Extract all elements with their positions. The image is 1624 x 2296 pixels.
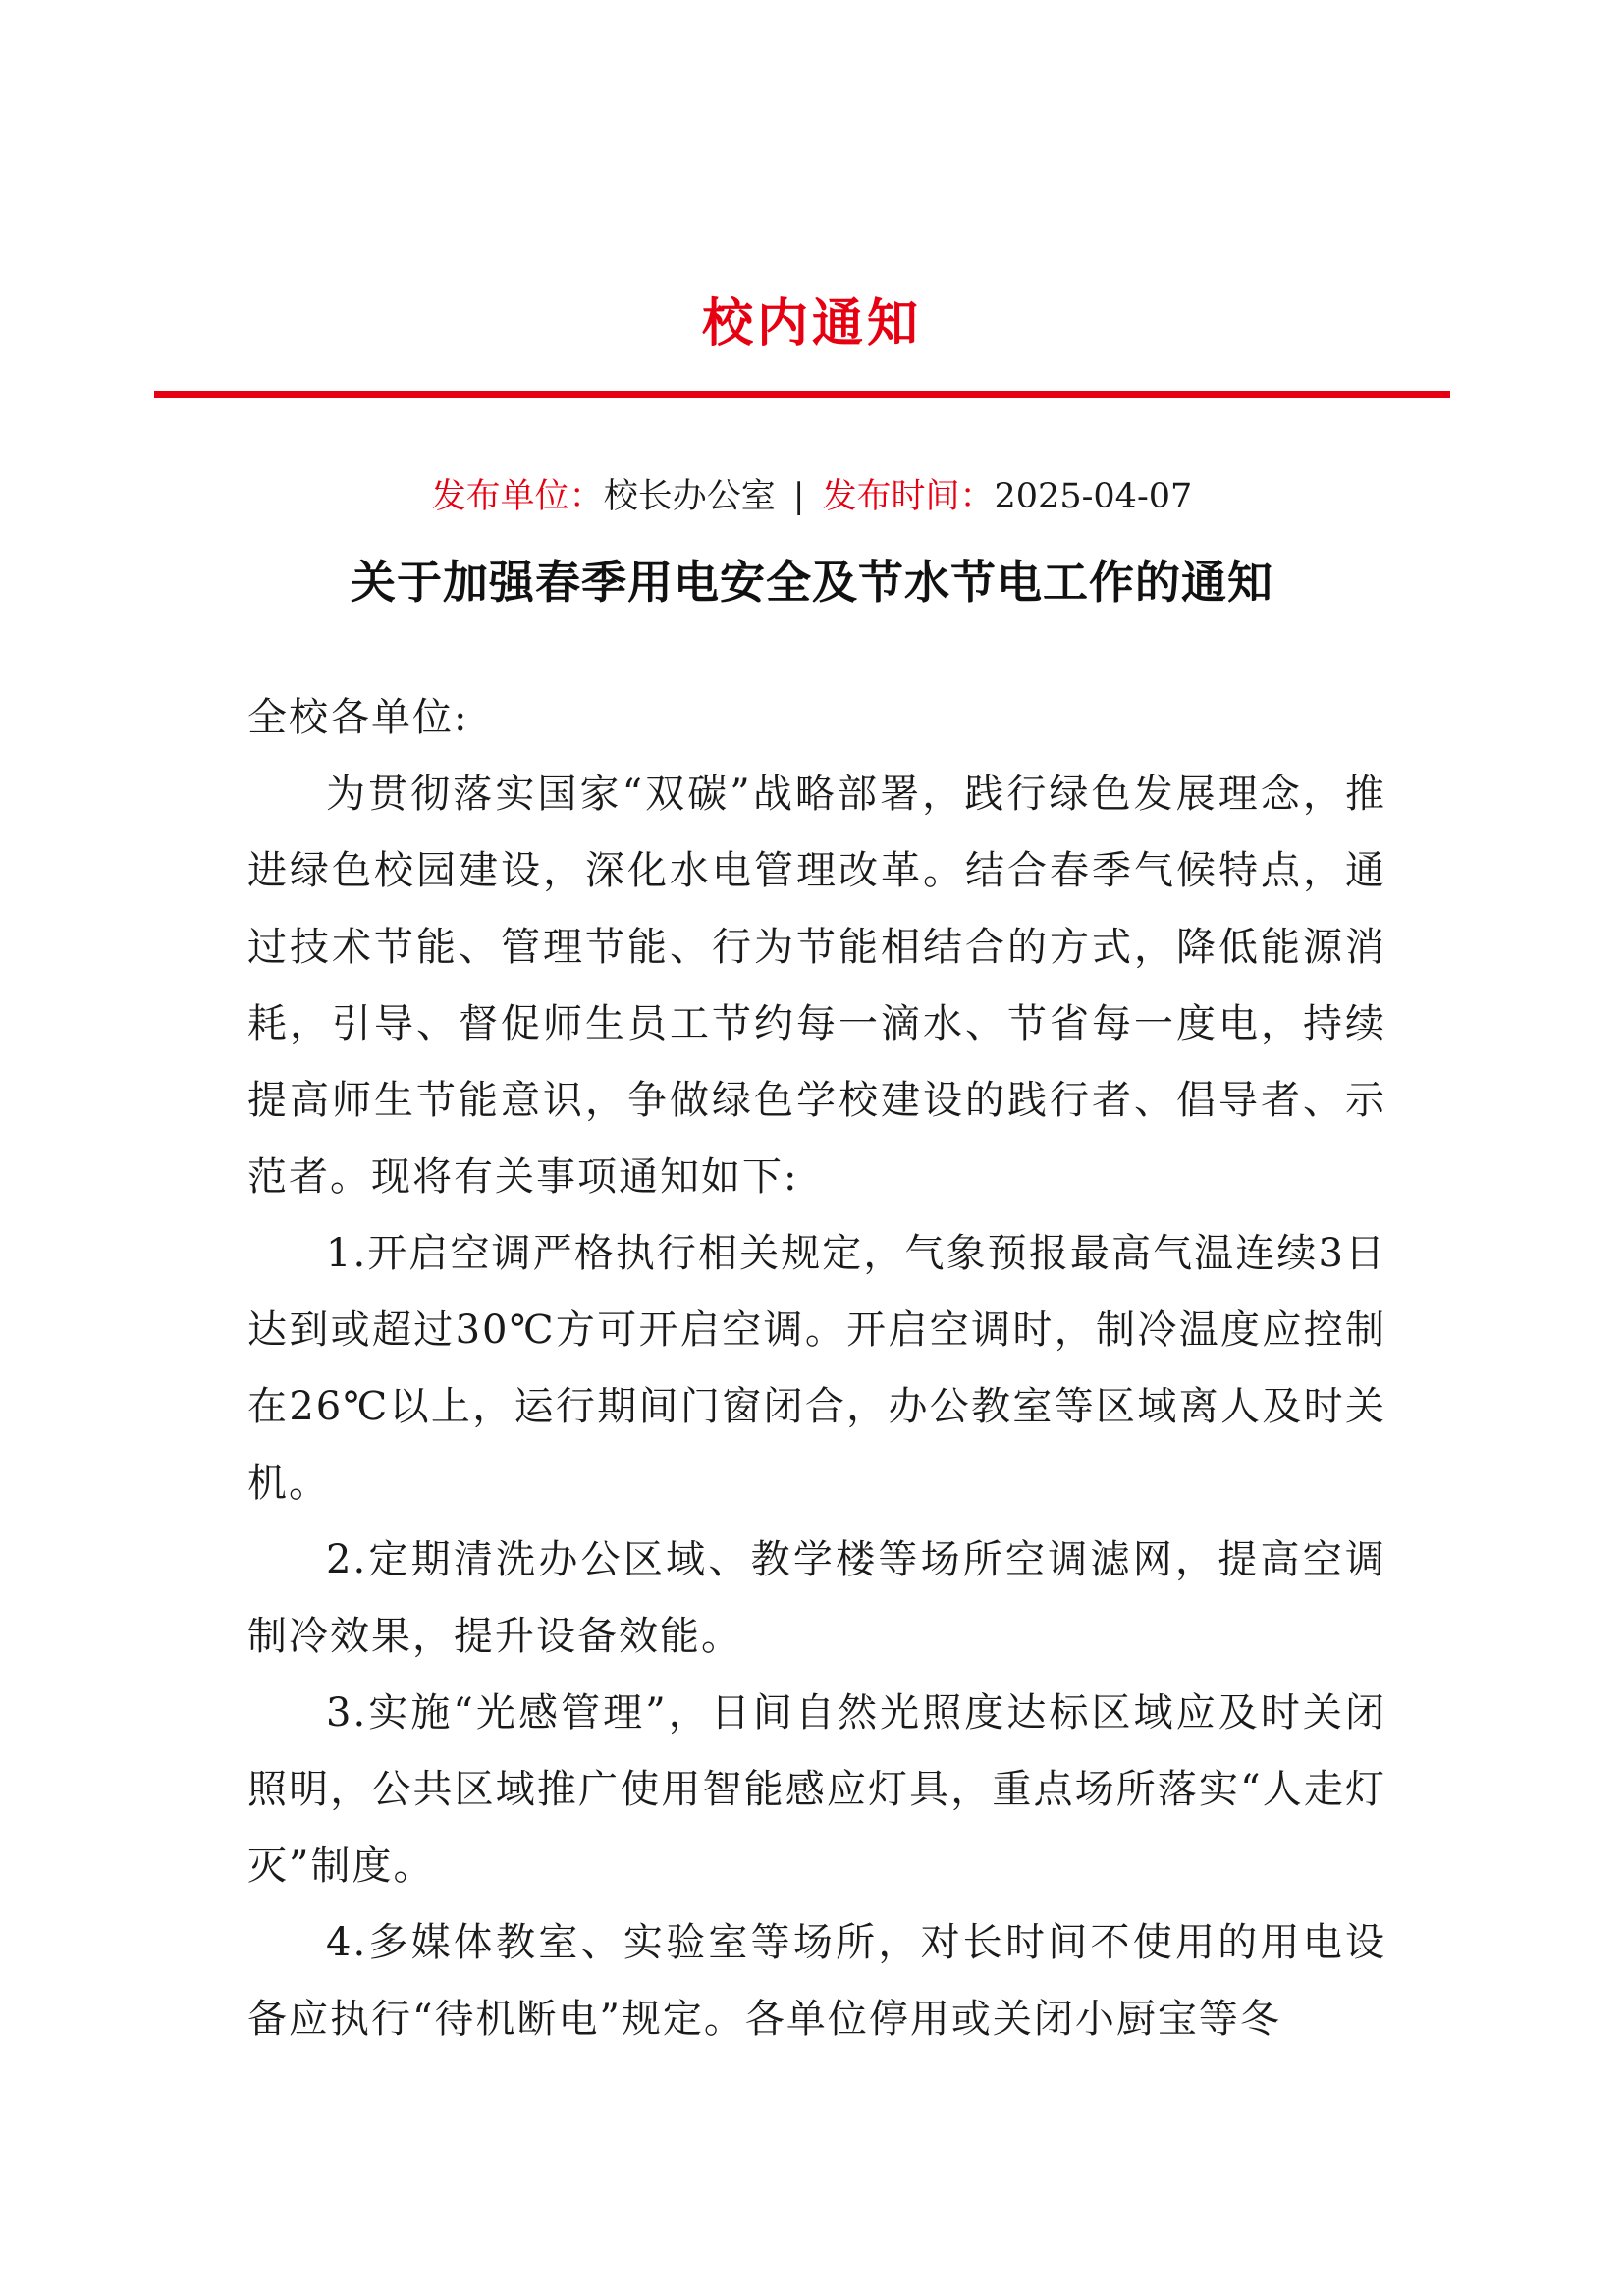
item-paragraph-1: 1.开启空调严格执行相关规定，气象预报最高气温连续3日达到或超过30℃方可开启空调。开启空调时，制冷温度应控制在26℃以上，运行期间门窗闭合，办公教室等区域离人及时关机。: [247, 1231, 1386, 1506]
publish-meta: [0, 469, 1624, 524]
item-paragraph-3: 3.实施“光感管理”，日间自然光照度达标区域应及时关闭照明，公共区域推广使用智能感应灯具，重点场所落实“人走灯灭”制度。: [247, 1690, 1386, 1889]
meta-separator: |: [792, 477, 805, 516]
item-paragraph-4: 4.多媒体教室、实验室等场所，对长时间不使用的用电设备应执行“待机断电”规定。各单位停用或关闭小厨宝等冬: [247, 1920, 1386, 2042]
red-divider-rule: [154, 391, 1450, 398]
document-title: 关于加强春季用电安全及节水节电工作的通知: [351, 556, 1273, 609]
date-label: 发布时间：: [822, 477, 995, 516]
document-body: [247, 679, 1386, 2057]
publisher-value: 校长办公室: [603, 477, 776, 516]
publisher-label: 发布单位：: [431, 477, 604, 516]
salutation: 全校各单位:: [247, 695, 469, 740]
intro-paragraph: 为贯彻落实国家“双碳”战略部署，践行绿色发展理念，推进绿色校园建设，深化水电管理改革。结合春季气候特点，通过技术节能、管理节能、行为节能相结合的方式，降低能源消耗，引导、督促师生员工节约每一滴水、节省每一度电，持续提高师生节能意识，争做绿色学校建设的践行者、倡导者、示范者。现将有关事项通知如下:: [247, 772, 1386, 1200]
item-paragraph-2: 2.定期清洗办公区域、教学楼等场所空调滤网，提高空调制冷效果，提升设备效能。: [247, 1537, 1386, 1659]
masthead-title: 校内通知: [701, 294, 922, 353]
date-value: 2025-04-07: [994, 477, 1193, 516]
